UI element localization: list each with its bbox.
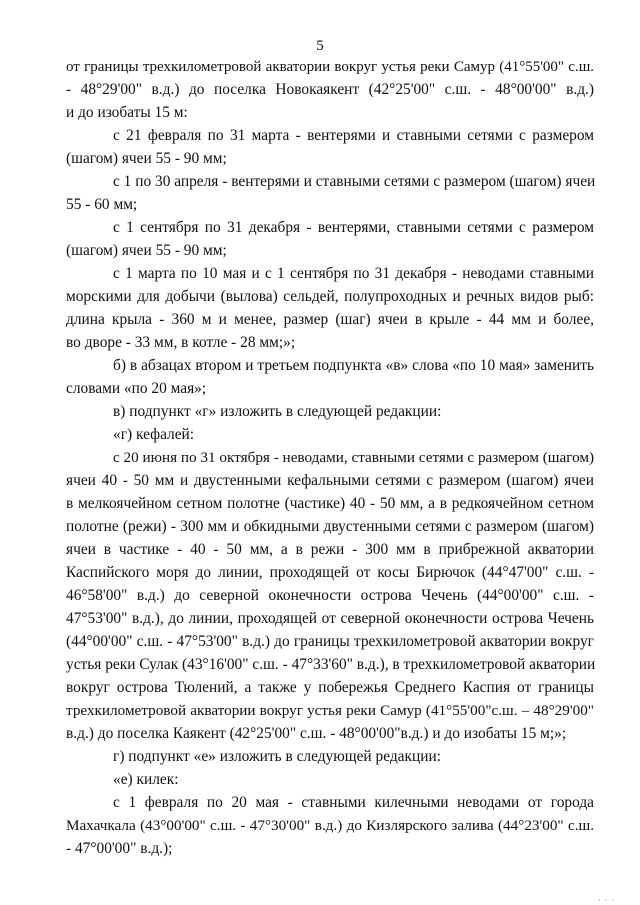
text-line: во дворе - 33 мм, в котле - 28 мм;»; — [66, 334, 296, 351]
text-line: с 1 сентября по 31 декабря - вентерями, ставными сетями с размером — [113, 219, 594, 236]
text-line: вокруг острова Тюлений, а также у побережья Среднего Каспия от границы — [66, 679, 594, 696]
text-line: 46°58'00" в.д.) до северной оконечности острова Чечень (44°00'00" с.ш. - — [66, 587, 594, 604]
text-line: с 1 февраля по 20 мая - ставными килечными неводами от города — [113, 794, 594, 811]
text-line: с 1 марта по 10 мая и с 1 сентября по 31 декабря - неводами ставными — [113, 265, 594, 282]
text-line: с 21 февраля по 31 марта - вентерями и ставными сетями с размером — [113, 127, 594, 144]
text-line: от границы трехкилометровой акватории вокруг устья реки Самур (41°55'00" с.ш. — [66, 59, 594, 75]
text-line: - 48°29'00" в.д.) до поселка Новокаякент (42°25'00" с.ш. - 48°00'00" в.д.) — [66, 81, 594, 98]
text-line: в.д.) до поселка Каякент (42°25'00" с.ш. - 48°00'00"в.д.) и до изобаты 15 м;»; — [66, 725, 567, 742]
text-line: полотне (режи) - 300 мм и обкидными двустенными сетями с размером (шагом) — [66, 518, 594, 535]
text-line: (шагом) ячеи 55 - 90 мм; — [66, 150, 227, 167]
text-line: (44°00'00" с.ш. - 47°53'00" в.д.) до границы трехкилометровой акватории вокруг — [66, 633, 594, 650]
text-line: 47°53'00" в.д.), до линии, проходящей от северной оконечности острова Чечень — [66, 610, 594, 627]
text-line: ячеи в частике - 40 - 50 мм, а в режи - 300 мм в прибрежной акватории — [66, 541, 594, 558]
text-line: длина крыла - 360 м и менее, размер (шаг) ячеи в крыле - 44 мм и более, — [66, 311, 594, 328]
text-line: б) в абзацах втором и третьем подпункта «в» слова «по 10 мая» заменить — [113, 357, 594, 374]
text-line: ячеи 40 - 50 мм и двустенными кефальными сетями с размером (шагом) ячеи — [66, 472, 594, 489]
text-line: словами «по 20 мая»; — [66, 380, 207, 397]
text-line: и до изобаты 15 м: — [66, 104, 188, 121]
text-line: (шагом) ячеи 55 - 90 мм; — [66, 242, 227, 259]
text-line: устья реки Сулак (43°16'00" с.ш. - 47°33'60" в.д.), в трехкилометровой акватории — [66, 656, 596, 673]
text-line: с 20 июня по 31 октября - неводами, ставными сетями с размером (шагом) — [113, 449, 595, 466]
text-line: Каспийского моря до линии, проходящей от косы Бирючок (44°47'00" с.ш. - — [66, 564, 594, 581]
scan-artifact: · · · — [598, 896, 615, 905]
text-line: 55 - 60 мм; — [66, 196, 138, 213]
text-line: «е) килек: — [113, 771, 179, 788]
text-line: г) подпункт «е» изложить в следующей редакции: — [113, 748, 441, 765]
text-line: в мелкоячейном сетном полотне (частике) 40 - 50 мм, а в редкоячейном сетном — [66, 495, 594, 512]
text-line: Махачкала (43°00'00" с.ш. - 47°30'00" в.д.) до Кизлярского залива (44°23'00" с.ш. — [66, 817, 594, 834]
text-line: - 47°00'00" в.д.); — [66, 840, 173, 857]
text-line: в) подпункт «г» изложить в следующей редакции: — [113, 403, 442, 420]
page-number: 5 — [316, 38, 324, 54]
text-line: «г) кефалей: — [113, 426, 195, 443]
text-line: морскими для добычи (вылова) сельдей, полупроходных и речных видов рыб: — [66, 288, 594, 305]
text-line: трехкилометровой акватории вокруг устья реки Самур (41°55'00"с.ш. – 48°29'00" — [66, 702, 594, 719]
text-line: с 1 по 30 апреля - вентерями и ставными сетями с размером (шагом) ячеи — [113, 173, 596, 190]
